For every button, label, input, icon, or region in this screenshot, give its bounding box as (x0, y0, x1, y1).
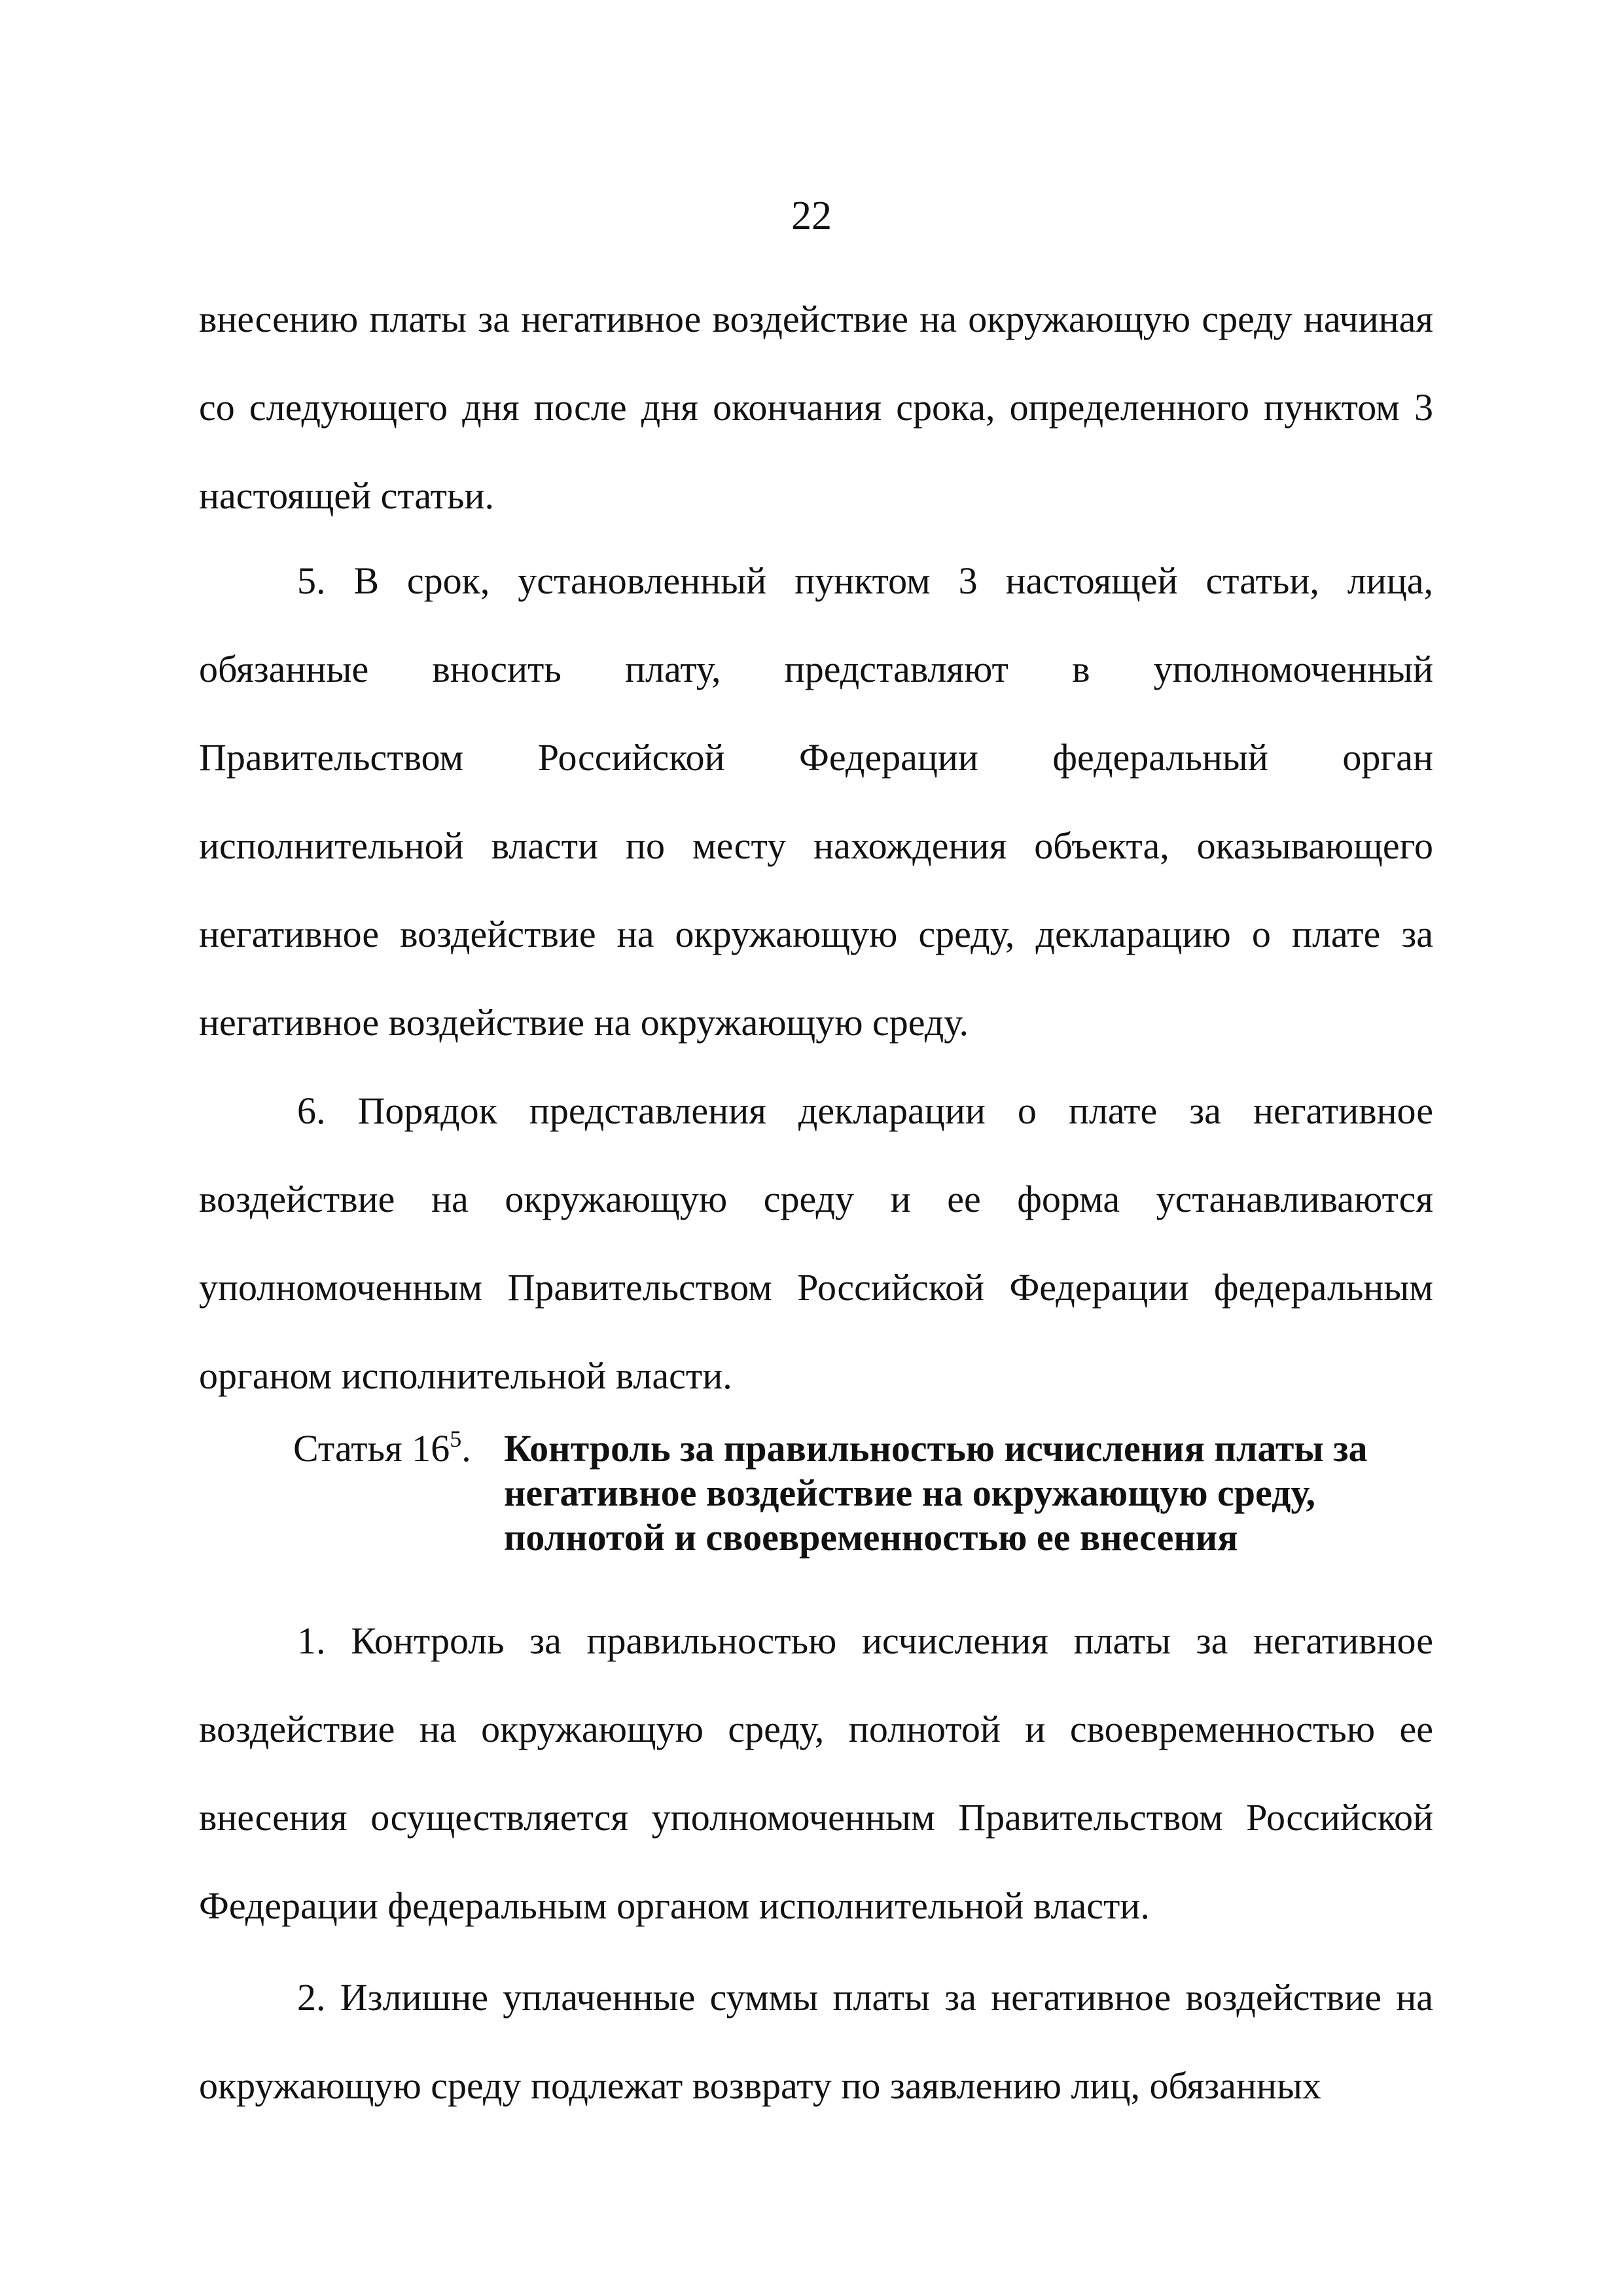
paragraph-continuation: внесению платы за негативное воздействие на окружающую среду начиная со следующего дня после дня окончания срока, определенного пунктом 3 настоящей статьи. (199, 298, 1433, 517)
paragraph-5-block (199, 537, 1433, 1067)
article-title: Контроль за правильностью исчисления платы за негативное воздействие на окружающую среду, полнотой и своевременностью ее внесения (504, 1427, 1368, 1559)
article-number (293, 1426, 504, 1560)
article-paragraph-1: 1. Контроль за правильностью исчисления платы за негативное воздействие на окружающую среду, полнотой и своевременностью ее внесения осуществляется уполномоченным Правительством Российской Федерации федеральным органом исполнительной власти. (199, 1619, 1433, 1927)
article-heading (293, 1426, 1433, 1560)
article-paragraph-2: 2. Излишне уплаченные суммы платы за негативное воздействие на окружающую среду подлежат возврату по заявлению лиц, обязанных (199, 1976, 1433, 2107)
paragraph-5: 5. В срок, установленный пунктом 3 настоящей статьи, лица, обязанные вносить плату, представляют в уполномоченный Правительством Российской Федерации федеральный орган исполнительной власти по месту нахождения объекта, оказывающего негативное воздействие на окружающую среду, декларацию о плате за негативное воздействие на окружающую среду. (199, 559, 1433, 1044)
paragraph-6-block (199, 1067, 1433, 1420)
paragraph-6: 6. Порядок представления декларации о плате за негативное воздействие на окружающую среду и ее форма устанавливаются уполномоченным Правительством Российской Федерации федеральным органом исполнительной власти. (199, 1089, 1433, 1397)
continuation-block (199, 275, 1433, 540)
page-number: 22 (791, 194, 832, 238)
article-paragraph-2-block (199, 1953, 1433, 2130)
article-superscript: 5 (450, 1426, 462, 1452)
article-paragraph-1-block (199, 1597, 1433, 1950)
article-prefix-dot: . (461, 1427, 471, 1470)
article-prefix-text: Статья 16 (293, 1427, 450, 1470)
